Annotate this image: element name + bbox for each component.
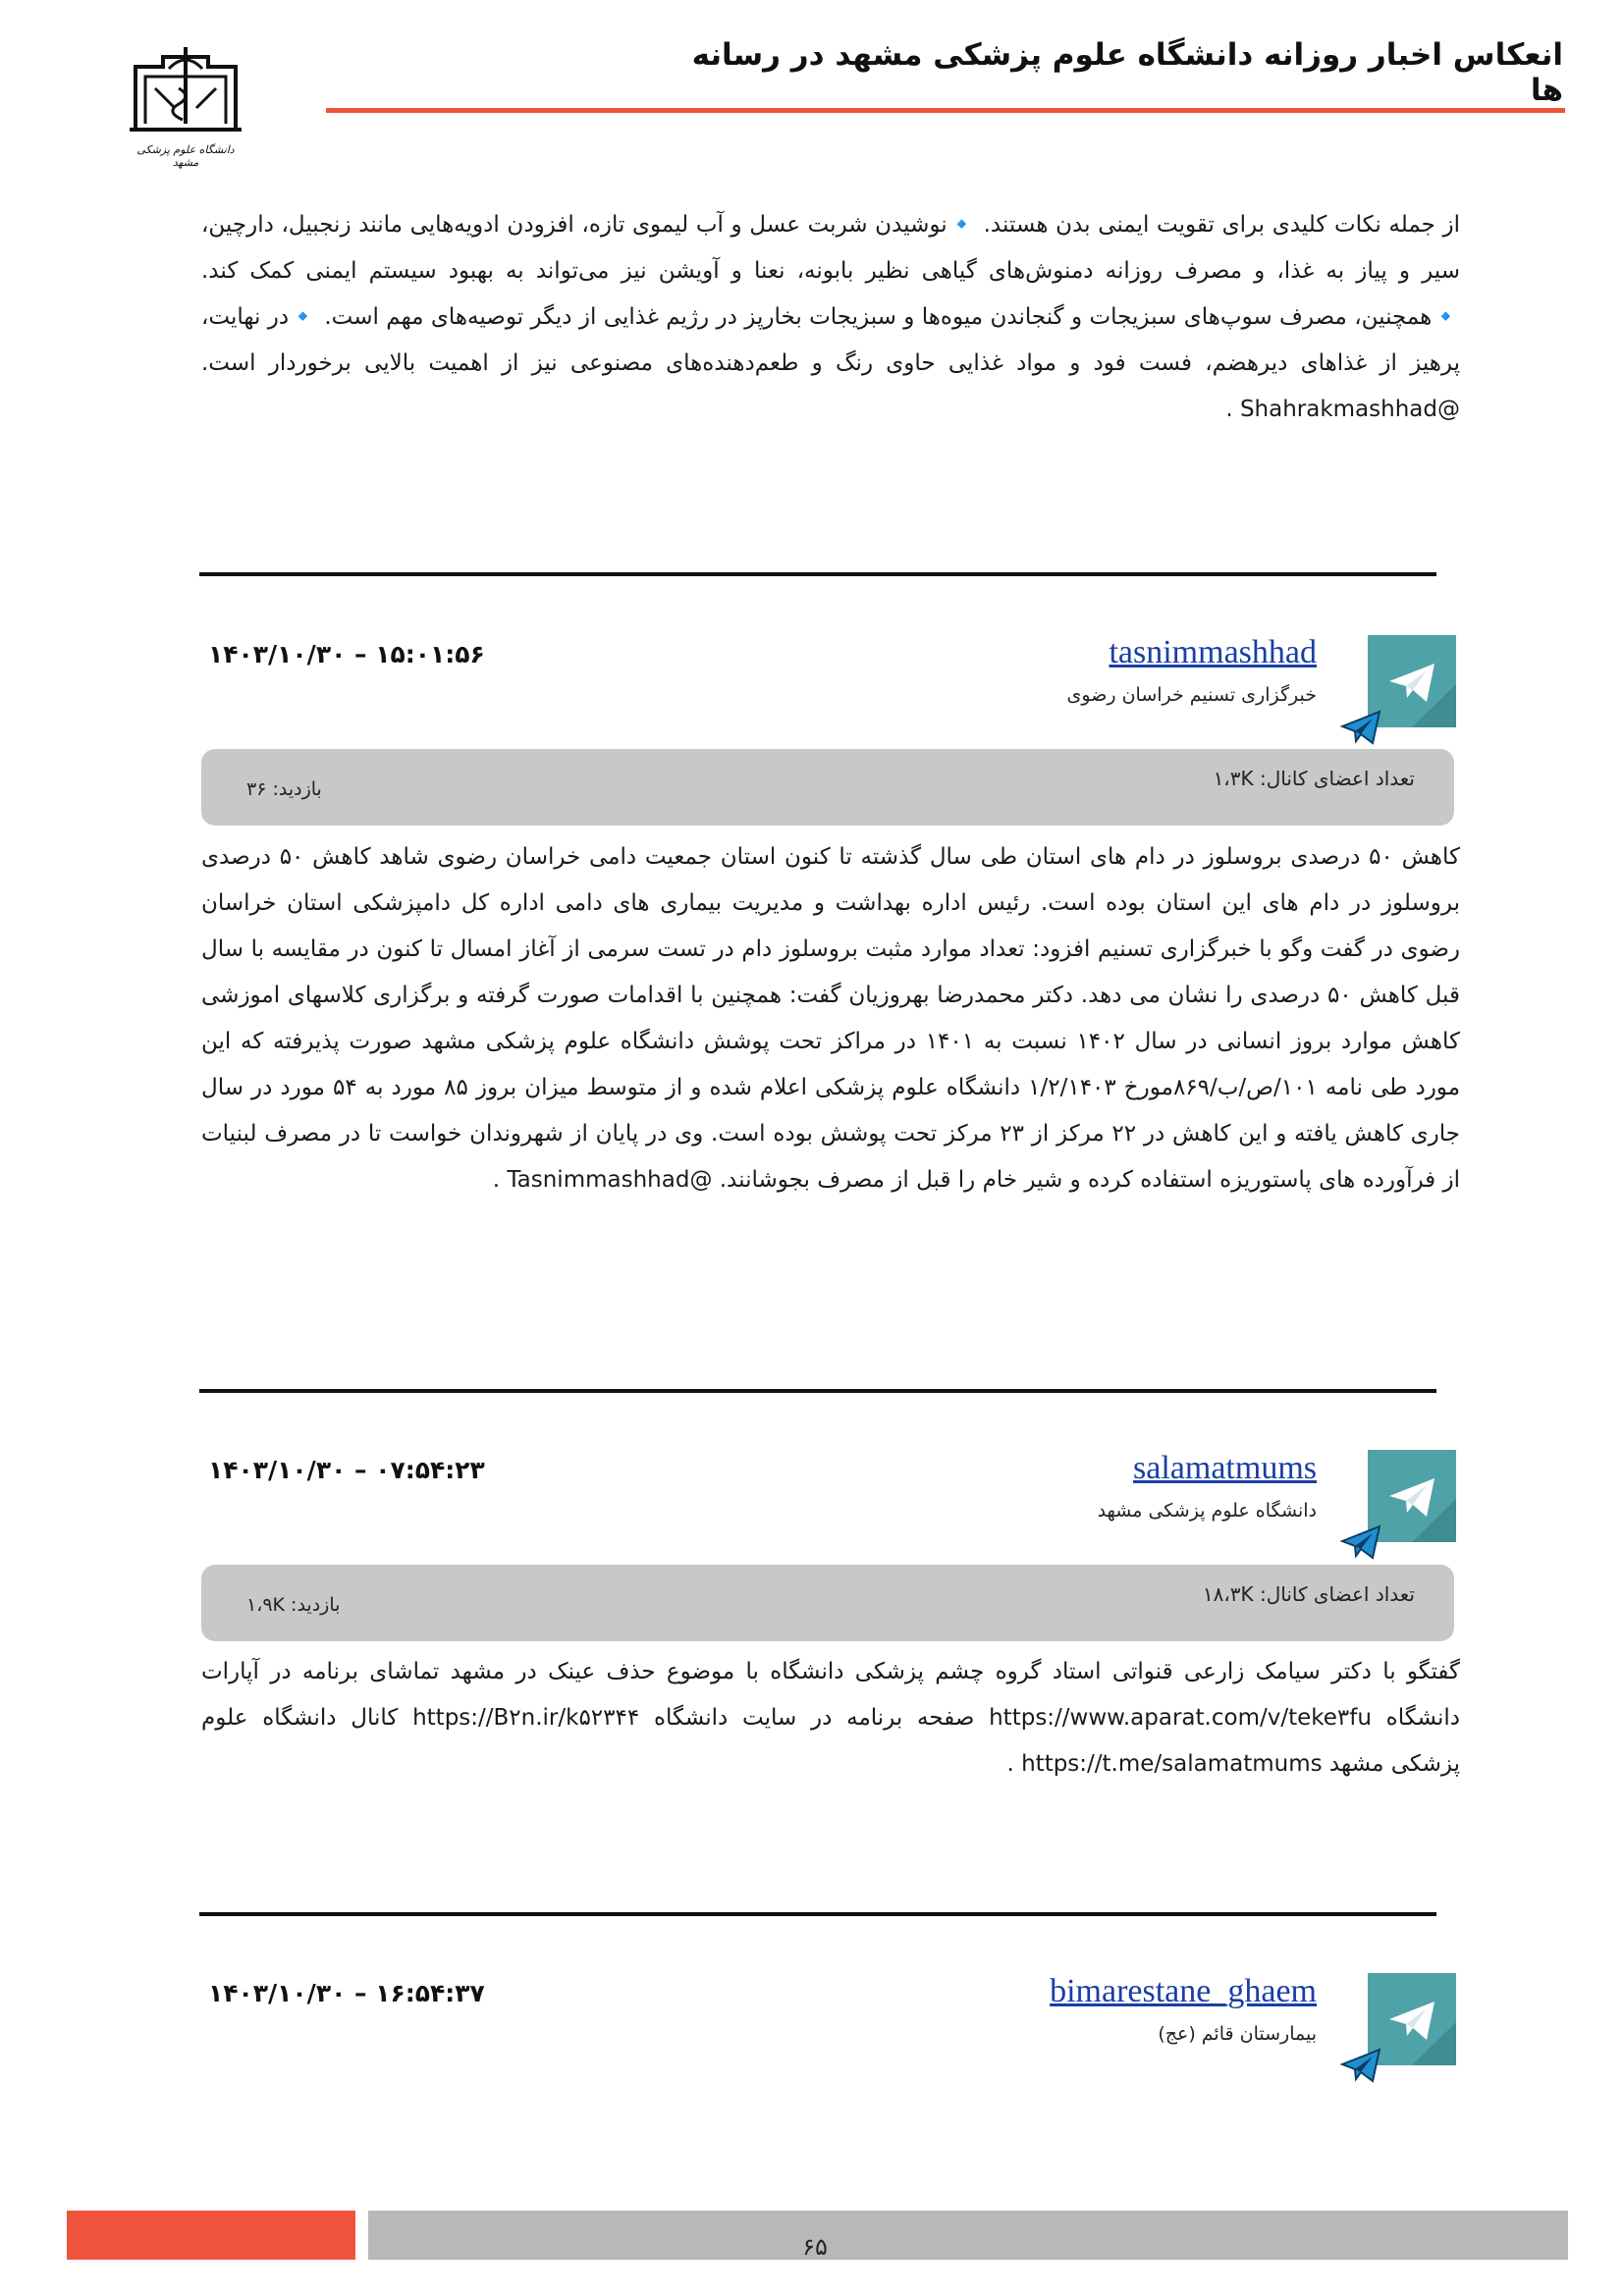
channel-subtitle: خبرگزاری تسنیم خراسان رضوی (1066, 684, 1317, 706)
channel-subtitle: دانشگاه علوم پزشکی مشهد (1097, 1500, 1317, 1522)
intro-paragraph: از جمله نکات کلیدی برای تقویت ایمنی بدن هستند. 🔹نوشیدن شربت عسل و آب لیموی تازه، افزودن ادویه‌هایی مانند زنجبیل، دارچین، سیر و پیاز به غذا، و مصرف روزانه دمنوش‌های گیاهی نظیر بابونه، نعنا و آویشن نیز می‌تواند به بهبود سیستم ایمنی کمک کند. 🔹همچنین، مصرف سوپ‌های سبزیجات و گنجاندن میوه‌ها و سبزیجات بخارپز در رژیم غذایی از دیگر توصیه‌های مهم است. 🔹در نهایت، پرهیز از غذاهای دیرهضم، فست فود و مواد غذایی حاوی رنگ و طعم‌دهنده‌های مصنوعی نیز از اهمیت بالایی برخوردار است. @Shahrakmashhad . (201, 212, 1460, 422)
telegram-plane-icon (1340, 710, 1381, 745)
section-divider (199, 1389, 1436, 1393)
telegram-plane-icon (1340, 1524, 1381, 1560)
university-logo (126, 39, 245, 169)
post-stats-bar (201, 749, 1454, 826)
channel-handle-link[interactable]: tasnimmashhad (1109, 634, 1317, 670)
page-number: ۶۵ (802, 2233, 828, 2261)
post-views-count: بازدید: ۱،۹K (246, 1594, 341, 1616)
footer-accent-bar (67, 2211, 355, 2260)
section-divider (199, 1912, 1436, 1916)
post-datetime: ۱۴۰۳/۱۰/۳۰ – ۰۷:۵۴:۲۳ (208, 1456, 485, 1484)
post-datetime: ۱۴۰۳/۱۰/۳۰ – ۱۵:۰۱:۵۶ (208, 640, 485, 668)
channel-members-count: تعداد اعضای کانال: ۱۸،۳K (1202, 1582, 1415, 1606)
header-rule (326, 108, 1565, 113)
section-divider (199, 572, 1436, 576)
channel-members-count: تعداد اعضای کانال: ۱،۳K (1213, 767, 1415, 790)
post-datetime: ۱۴۰۳/۱۰/۳۰ – ۱۶:۵۴:۳۷ (208, 1979, 485, 2007)
post-views-count: بازدید: ۳۶ (246, 778, 322, 800)
post-stats-bar (201, 1565, 1454, 1641)
post-body: کاهش ۵۰ درصدی بروسلوز در دام های استان طی سال گذشته تا کنون استان جمعیت دامی خراسان رضوی شاهد کاهش ۵۰ درصدی بروسلوز در دام های این استان بوده است. رئیس اداره بهداشت و مدیریت بیماری های دامی اداره کل دامپزشکی استان خراسان رضوی در گفت وگو با خبرگزاری تسنیم افزود: تعداد موارد مثبت بروسلوز دام در تست سرمی از آغاز امسال تا کنون در مقایسه با سال قبل کاهش ۵۰ درصدی را نشان می دهد. دکتر محمدرضا بهروزیان گفت: همچنین با اقدامات صورت گرفته و برگزاری کلاسهای اموزشی کاهش موارد بروز انسانی در سال ۱۴۰۲ نسبت به ۱۴۰۱ در مراکز تحت پوشش دانشگاه علوم پزشکی مشهد صورت پذیرفته که این مورد طی نامه ۱۰۱/ص/ب/۸۶۹مورخ ۱/۲/۱۴۰۳ دانشگاه علوم پزشکی اعلام شده و از متوسط میزان بروز ۸۵ مورد به ۵۴ مورد در سال جاری کاهش یافته و این کاهش در ۲۲ مرکز از ۲۳ مرکز تحت پوشش بوده است. وی در پایان از شهروندان خواست تا در مصرف لبنیات از فرآورده های پاستوریزه استفاده کرده و شیر خام را قبل از مصرف بجوشانند. @Tasnimmashhad . (201, 844, 1461, 1193)
channel-handle-link[interactable]: salamatmums (1133, 1450, 1317, 1486)
channel-handle-link[interactable]: bimarestane_ghaem (1050, 1973, 1317, 2009)
page-header-title: انعکاس اخبار روزانه دانشگاه علوم پزشکی مشهد در رسانه ها (691, 37, 1563, 108)
telegram-plane-icon (1340, 2048, 1381, 2083)
post-body: گفتگو با دکتر سیامک زارعی قنواتی استاد گروه چشم پزشکی دانشگاه با موضوع حذف عینک در مشهد تماشای برنامه در آپارات دانشگاه https://www.aparat.com/v/teke۳fu صفحه برنامه در سایت دانشگاه https://B۲n.ir/k۵۲۳۴۴ کانال دانشگاه علوم پزشکی مشهد https://t.me/salamatmums . (201, 1659, 1460, 1777)
footer-bar (368, 2211, 1568, 2260)
channel-subtitle: بیمارستان قائم (عج) (1158, 2023, 1317, 2045)
logo-caption: دانشگاه علوم پزشکی مشهد (136, 143, 235, 169)
